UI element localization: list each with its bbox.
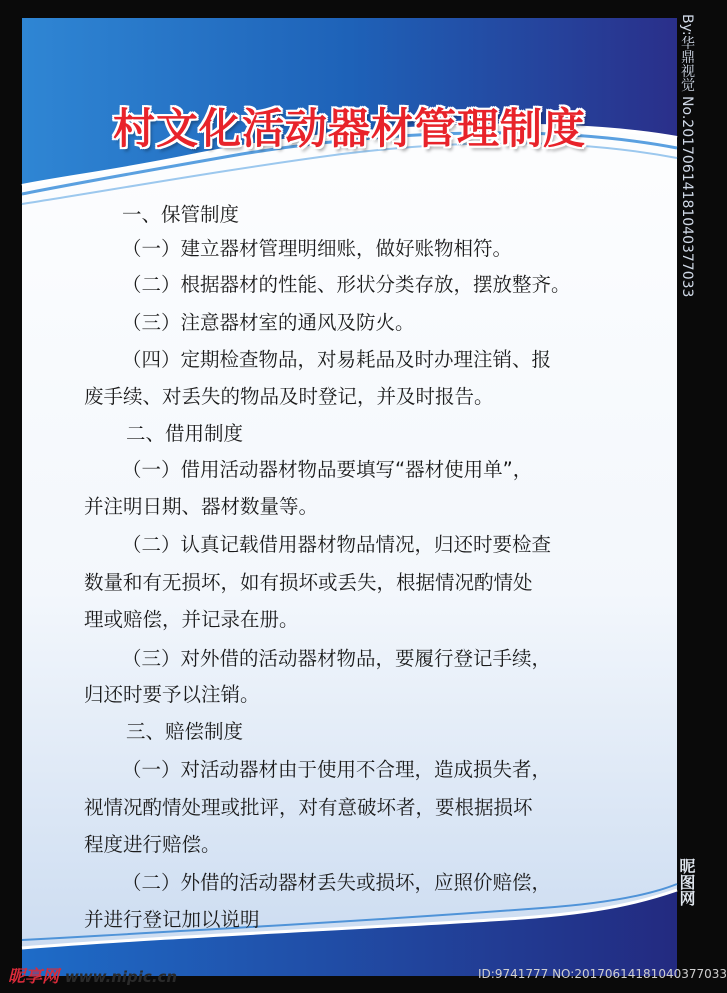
text-line: （一）对活动器材由于使用不合理，造成损失者，: [122, 758, 552, 781]
text-line: （三）对外借的活动器材物品，要履行登记手续，: [122, 647, 552, 670]
footer-logo: [8, 962, 177, 987]
text-line: （四）定期检查物品，对易耗品及时办理注销、报: [122, 348, 552, 371]
text-line: 并进行登记加以说明: [84, 908, 260, 931]
footer-logo-text: 昵享网: [8, 967, 59, 987]
side-watermark: By:华鼎视觉 No.20170614181040377033: [679, 14, 695, 298]
text-line: 并注明日期、器材数量等。: [84, 495, 319, 518]
text-line: 废手续、对丢失的物品及时登记，并及时报告。: [84, 385, 494, 408]
side-logo: 昵图网: [677, 858, 696, 906]
footer-id: ID:9741777 NO:20170614181040377033: [478, 967, 727, 981]
poster-board: [22, 18, 677, 976]
text-line: 程度进行赔偿。: [84, 833, 221, 856]
text-line: （三）注意器材室的通风及防火。: [122, 311, 415, 334]
text-line: （二）认真记载借用器材物品情况，归还时要检查: [122, 533, 552, 556]
poster-title: 村文化活动器材管理制度: [112, 104, 586, 153]
text-line: （二）根据器材的性能、形状分类存放，摆放整齐。: [122, 273, 571, 296]
text-line: （一）借用活动器材物品要填写“器材使用单”，: [122, 458, 533, 481]
section-heading-3: 三、赔偿制度: [126, 720, 244, 743]
text-line: （二）外借的活动器材丢失或损坏，应照价赔偿，: [122, 871, 552, 894]
text-line: 归还时要予以注销。: [84, 683, 260, 706]
text-line: 视情况酌情处理或批评，对有意破坏者，要根据损坏: [84, 796, 533, 819]
text-line: 数量和有无损坏，如有损坏或丢失，根据情况酌情处: [84, 571, 533, 594]
footer-url: www.nipic.cn: [64, 968, 178, 986]
text-line: （一）建立器材管理明细账，做好账物相符。: [122, 237, 513, 260]
section-heading-2: 二、借用制度: [126, 422, 244, 445]
section-heading-1: 一、保管制度: [122, 203, 240, 226]
text-line: 理或赔偿，并记录在册。: [84, 608, 299, 631]
